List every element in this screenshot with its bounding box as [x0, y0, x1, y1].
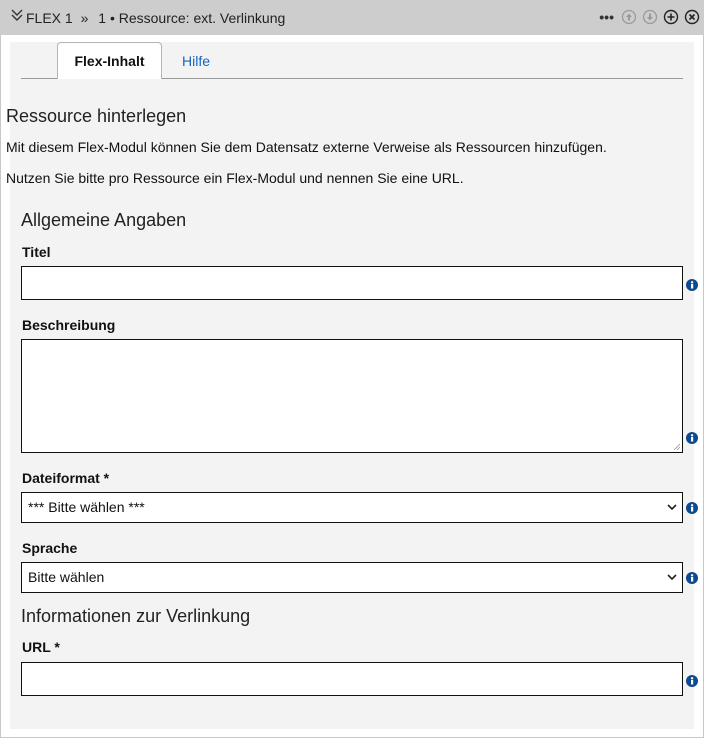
- more-dots-icon[interactable]: •••: [599, 9, 614, 25]
- chevron-double-down-icon[interactable]: [10, 8, 24, 22]
- dateiformat-selected-value: *** Bitte wählen ***: [28, 499, 145, 515]
- tab-hilfe[interactable]: Hilfe: [182, 53, 211, 69]
- info-icon[interactable]: [686, 502, 698, 514]
- info-icon[interactable]: [686, 432, 698, 444]
- move-up-icon[interactable]: [621, 9, 637, 25]
- tab-flex-inhalt[interactable]: Flex-Inhalt: [57, 42, 162, 79]
- info-icon[interactable]: [686, 675, 698, 687]
- dateiformat-select[interactable]: [21, 492, 683, 523]
- sprache-select[interactable]: [21, 562, 683, 593]
- section-heading-general: Allgemeine Angaben: [21, 210, 187, 230]
- module-prefix: FLEX 1: [26, 10, 73, 26]
- beschreibung-label: Beschreibung: [22, 317, 116, 333]
- titel-input[interactable]: [21, 266, 683, 300]
- move-down-icon[interactable]: [642, 9, 658, 25]
- info-icon[interactable]: [686, 279, 698, 291]
- sprache-label: Sprache: [22, 540, 78, 556]
- resize-handle-icon[interactable]: [674, 444, 680, 450]
- module-title: [26, 10, 285, 26]
- tab-bar: [21, 42, 683, 79]
- remove-icon[interactable]: [684, 9, 700, 25]
- intro-heading: Ressource hinterlegen: [6, 106, 187, 126]
- titel-label: Titel: [22, 244, 51, 260]
- module-name: 1 • Ressource: ext. Verlinkung: [98, 10, 286, 26]
- intro-paragraph-2: Nutzen Sie bitte pro Ressource ein Flex-Modul und nennen Sie eine URL.: [6, 170, 464, 186]
- intro-paragraph-1: Mit diesem Flex-Modul können Sie dem Datensatz externe Verweise als Ressourcen hinzufügen.: [6, 139, 607, 155]
- url-input[interactable]: [21, 662, 683, 696]
- chevron-down-icon: [667, 503, 677, 511]
- sprache-selected-value: Bitte wählen: [28, 569, 105, 585]
- header-actions: [599, 9, 700, 25]
- add-icon[interactable]: [663, 9, 679, 25]
- module-header: [0, 0, 704, 35]
- section-heading-link: Informationen zur Verlinkung: [21, 606, 251, 626]
- dateiformat-label: Dateiformat *: [22, 470, 110, 486]
- info-icon[interactable]: [686, 572, 698, 584]
- breadcrumb-separator: »: [80, 10, 89, 26]
- beschreibung-textarea[interactable]: [21, 339, 683, 453]
- url-label: URL *: [22, 639, 60, 655]
- chevron-down-icon: [667, 573, 677, 581]
